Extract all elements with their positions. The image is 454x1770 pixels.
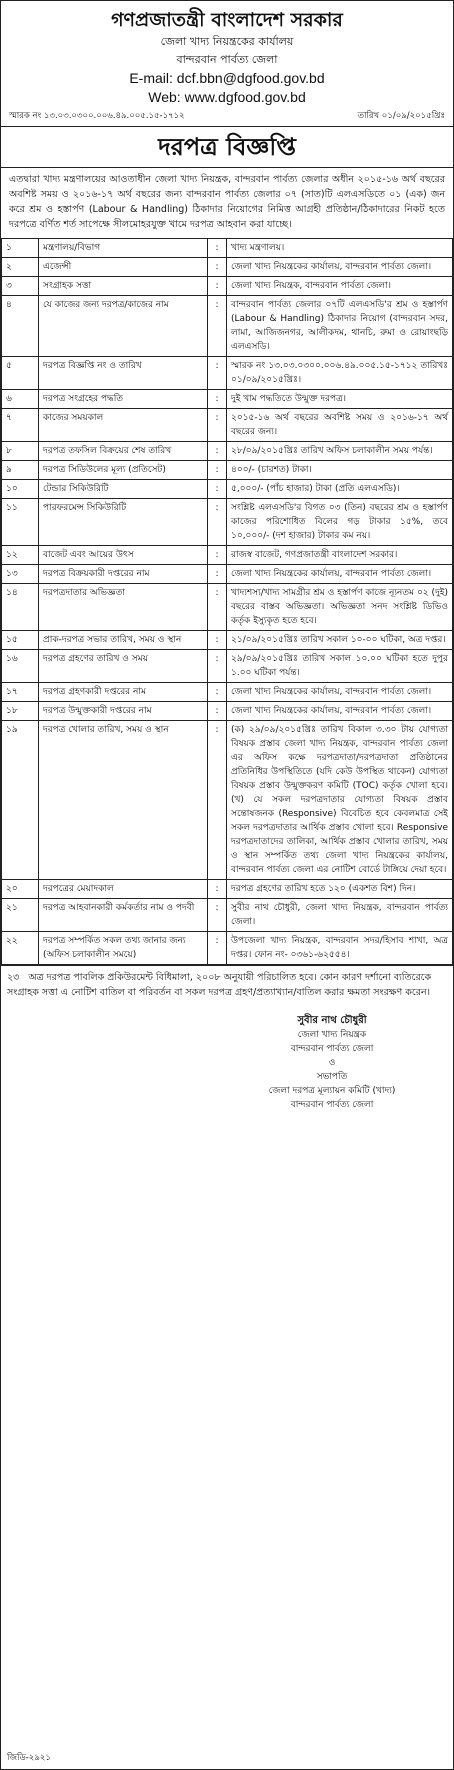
item-label: সংগ্রাহক সত্তা: [39, 277, 208, 296]
item-value: বান্দরবান পার্বত্য জেলার ০৭টি এলএসডি'র শ্রম ও হস্তার্পণ (Labour & Handling) ঠিকাদার নিয়োগ (বান্দরবান সদর, লামা, আজিজনগর, আলীকদম, থানচি, রুমা ও রোয়াংছড়ি এলএসডি।: [227, 296, 453, 357]
item-colon: :: [208, 702, 227, 721]
item-colon: :: [208, 683, 227, 702]
item-value: জেলা খাদ্য নিয়ন্ত্রকের কার্যালয়, বান্দরবান পার্বত্য জেলা।: [227, 565, 453, 584]
memo-line: [1, 107, 453, 127]
item-label: প্রাক-দরপত্র সভার তারিখ, সময় ও স্থান: [39, 631, 208, 650]
table-row: [2, 932, 453, 965]
table-row: [2, 258, 453, 277]
item-number: ৮: [2, 442, 39, 461]
item-colon: :: [208, 546, 227, 565]
signatory-committee: জেলা দরপত্র মূল্যায়ন কমিটি (খাদ্য): [268, 1086, 396, 1096]
item-label: দরপত্র বিজ্ঞপ্তি নং ও তারিখ: [39, 357, 208, 390]
table-row: [2, 631, 453, 650]
item-value: (ক) ২৯/০৯/২০১৫খ্রিঃ তারিখ বিকাল ৩.৩০ টায় যোগ্যতা বিষয়ক প্রস্তাব জেলা খাদ্য নিয়ন্ত্রক, বান্দরবান পার্বত্য জেলা এর অফিস কক্ষে দরপত্রদাতা/দরপত্রদাতা প্রতিষ্ঠানের প্রতিনিধির উপস্থিতিতে (যদি কেউ উপস্থিত থাকেন) যোগ্যতা বিষয়ক প্রস্তাব উন্মুক্তকরণ কমিটি (TOC) কর্তৃক খোলা হবে। (খ) যে সকল দরপত্রদাতার যোগ্যতা বিষয়ক প্রস্তাব সন্তোষজনক (Responsive) বিবেচিত হবে কেবলমাত্র সেই সকল দরপত্রদাতার আর্থিক প্রস্তাব খোলা হবে। Responsive দরপত্রদাতাদের তালিকা, আর্থিক প্রস্তাব খোলার তারিখ, সময় ও স্থান সম্পর্কিত তথ্য জেলা খাদ্য নিয়ন্ত্রকের কার্যালয়, বান্দরবান পার্বত্য জেলা এর নোটিশ বোর্ডে টাঙ্গিয়ে দেয়া হবে।: [227, 721, 453, 880]
item-number: ১৯: [2, 721, 39, 880]
item-number: ৩: [2, 277, 39, 296]
table-row: [2, 239, 453, 258]
table-row: [2, 296, 453, 357]
item-number: ৫: [2, 357, 39, 390]
table-row: [2, 899, 453, 932]
item-colon: :: [208, 650, 227, 683]
item-label: দরপত্রদাতার অভিজ্ঞতা: [39, 584, 208, 631]
item-23-note: [1, 965, 453, 1004]
item-label: টেন্ডার সিকিউরিটি: [39, 480, 208, 499]
item-colon: :: [208, 721, 227, 880]
item-number: ৭: [2, 409, 39, 442]
signatory-title: জেলা খাদ্য নিয়ন্ত্রক: [297, 1030, 367, 1040]
item-colon: :: [208, 357, 227, 390]
item-value: রাজস্ব বাজেট, গণপ্রজাতন্ত্রী বাংলাদেশ সরকার।: [227, 546, 453, 565]
signatory-and: ও: [328, 1058, 336, 1068]
item-colon: :: [208, 258, 227, 277]
table-row: [2, 480, 453, 499]
table-row: [2, 357, 453, 390]
item-23-text: অত্র দরপত্র পাবলিক প্রকিউরমেন্ট বিধিমালা, ২০০৮ অনুযায়ী পরিচালিত হবে। কোন কারণ দর্শানো ব্যতিরেকে সংগ্রাহক সত্তা এ নোটিশ বাতিল বা পরিবর্তন বা সকল দরপত্র গ্রহণ/প্রত্যাখ্যান/বাতিল করার ক্ষমতা সংরক্ষণ করেন।: [7, 972, 432, 998]
item-number: ৪: [2, 296, 39, 357]
item-value: জেলা খাদ্য নিয়ন্ত্রকের কার্যালয়, বান্দরবান পার্বত্য জেলা।: [227, 258, 453, 277]
item-value: ৪০০/- (চারশত) টাকা।: [227, 461, 453, 480]
item-label: দরপত্র খোলার তারিখ, সময় ও স্থান: [39, 721, 208, 880]
notice-title: দরপত্র বিজ্ঞপ্তি: [1, 127, 453, 168]
table-row: [2, 409, 453, 442]
item-label: দরপত্র সম্পর্কিত সকল তথ্য জানার জন্য (অফিস চলাকালীন সময়ে): [39, 932, 208, 965]
item-number: ২২: [2, 932, 39, 965]
item-number: ১৪: [2, 584, 39, 631]
notice-header: [1, 1, 453, 107]
table-row: [2, 683, 453, 702]
item-number: ১৫: [2, 631, 39, 650]
table-row: [2, 650, 453, 683]
table-row: [2, 390, 453, 409]
item-label: দরপত্র গ্রহণকারী দপ্তরের নাম: [39, 683, 208, 702]
item-number: ১: [2, 239, 39, 258]
item-value: দুই খাম পদ্ধতিতে উন্মুক্ত দরপত্র।: [227, 390, 453, 409]
item-value: ২০১৫-১৬ অর্থ বছরের অবশিষ্ট সময় ও ২০১৬-১৭ অর্থ বছরের জন্য।: [227, 409, 453, 442]
table-row: [2, 546, 453, 565]
district-name: বান্দরবান পার্বত্য জেলা: [176, 53, 278, 66]
item-label: দরপত্র বিক্রয়কারী দপ্তরের নাম: [39, 565, 208, 584]
item-colon: :: [208, 390, 227, 409]
item-colon: :: [208, 461, 227, 480]
table-row: [2, 461, 453, 480]
signatory-district: বান্দরবান পার্বত্য জেলা: [290, 1044, 374, 1054]
item-label: দরপত্র আহবানকারী কর্মকর্তার নাম ও পদবী: [39, 899, 208, 932]
table-row: [2, 721, 453, 880]
signature-block: [211, 1004, 453, 1112]
item-colon: :: [208, 899, 227, 932]
signatory-role: সভাপতি: [316, 1072, 348, 1082]
item-value: দরপত্র গ্রহণের তারিখ হতে ১২০ (একশত বিশ) দিন।: [227, 880, 453, 899]
item-number: ১৭: [2, 683, 39, 702]
signatory-name: সুবীর নাথ চৌধুরী: [297, 1015, 367, 1026]
table-row: [2, 442, 453, 461]
item-label: দরপত্র সিডিউলের মূল্য (প্রতিসেট): [39, 461, 208, 480]
item-number: ৯: [2, 461, 39, 480]
memo-date: তারিখ ০১/০৯/২০১৫খ্রিঃ: [357, 111, 445, 121]
item-number: ১২: [2, 546, 39, 565]
office-name: জেলা খাদ্য নিয়ন্ত্রকের কার্যালয়: [160, 35, 294, 48]
item-value: খাদ্যশস্য/খাদ্য সামগ্রীর শ্রম ও হস্তার্পণ কাজে ন্যূনতম ০২ (দুই) বছরের বাস্তব অভিজ্ঞতা। অভিজ্ঞতা সনদ সংশ্লিষ্ট ডিভিও কর্তৃক ইস্যুকৃত হতে হবে।: [227, 584, 453, 631]
table-row: [2, 584, 453, 631]
email-line: E-mail: dcf.bbn@dgfood.gov.bd: [129, 70, 325, 86]
item-23-number: ২৩: [7, 972, 20, 983]
item-colon: :: [208, 480, 227, 499]
item-value: জেলা খাদ্য নিয়ন্ত্রকের কার্যালয়, বান্দরবান পার্বত্য জেলা।: [227, 702, 453, 721]
table-row: [2, 499, 453, 546]
memo-number: স্মারক নং ১৩.০৩.০৩০০.০০৬.৪৯.০০৫.১৫-১৭১২: [9, 111, 185, 121]
item-colon: :: [208, 442, 227, 461]
item-number: ২০: [2, 880, 39, 899]
item-number: ৬: [2, 390, 39, 409]
item-colon: :: [208, 880, 227, 899]
item-value: স্মারক নং ১৩.০৩.০৩০০.০০৬.৪৯.০০৫.১৫-১৭১২ তারিখঃ ০১/০৯/২০১৫খ্রিঃ।: [227, 357, 453, 390]
item-value: ২১/০৯/২০১৫খ্রিঃ তারিখ সকাল ১০-০০ ঘটিকা, অত্র দপ্তর।: [227, 631, 453, 650]
item-value: সংশ্লিষ্ট এলএসডি'র বিগত ০৩ (তিন) বছরের শ্রম ও হস্তার্পণ কাজের পরিশোধিত বিলের গড় টাকার ১৫%, তবে ১০,০০০/- (দশ হাজার) টাকার কম নয়।: [227, 499, 453, 546]
item-value: ২৯/০৯/২০১৫খ্রিঃ তারিখ সকাল ১০.০০ ঘটিকা হতে দুপুর ১.০০ ঘটিকা পর্যন্ত।: [227, 650, 453, 683]
item-colon: :: [208, 499, 227, 546]
item-colon: :: [208, 239, 227, 258]
item-label: দরপত্র গ্রহণের তারিখ ও সময়: [39, 650, 208, 683]
item-label: মন্ত্রণালয়/বিভাগ: [39, 239, 208, 258]
item-label: এজেন্সী: [39, 258, 208, 277]
item-label: যে কাজের জন্য দরপত্র/কাজের নাম: [39, 296, 208, 357]
item-number: ১১: [2, 499, 39, 546]
gd-code: জিডি-২৯২১: [7, 1753, 51, 1763]
table-row: [2, 277, 453, 296]
item-value: ৫,০০০/- (পাঁচ হাজার) টাকা (প্রতি এলএসডি)।: [227, 480, 453, 499]
tender-details-table: [1, 238, 453, 965]
item-number: ১৬: [2, 650, 39, 683]
item-number: ২: [2, 258, 39, 277]
table-row: [2, 880, 453, 899]
item-value: জেলা খাদ্য নিয়ন্ত্রকের কার্যালয়, বান্দরবান পার্বত্য জেলা।: [227, 683, 453, 702]
item-label: বাজেট এবং আয়ের উৎস: [39, 546, 208, 565]
web-line: Web: www.dgfood.gov.bd: [148, 89, 306, 105]
table-row: [2, 702, 453, 721]
item-value: জেলা খাদ্য নিয়ন্ত্রক, বান্দরবান পার্বত্য জেলা।: [227, 277, 453, 296]
item-colon: :: [208, 565, 227, 584]
item-label: পারফরমেন্স সিকিউরিটি: [39, 499, 208, 546]
item-colon: :: [208, 631, 227, 650]
intro-paragraph: এতদ্বারা খাদ্য মন্ত্রণালয়ের আওতাধীন জেলা খাদ্য নিয়ন্ত্রক, বান্দরবান পার্বত্য জেলার অধীন ২০১৫-১৬ অর্থ বছরের অবশিষ্ট সময় ও ২০১৬-১৭ অর্থ বছরের জন্য বান্দরবান পার্বত্য জেলার ০৭ (সাত)টি এলএসডিতে ০১ (এক) জন করে শ্রম ও হস্তার্পণ (Labour & Handling) ঠিকাদার নিয়োগের নিমিত্ত আগ্রহী প্রতিষ্ঠান/ঠিকাদারের নিকট হতে দরপত্রে বর্ণিত শর্ত সাপেক্ষে সীলমোহরযুক্ত খামে দরপত্র আহবান করা যাচ্ছে।: [9, 174, 445, 230]
item-label: দরপত্র উন্মুক্তকারী দপ্তরের নাম: [39, 702, 208, 721]
item-number: ১৩: [2, 565, 39, 584]
item-label: কাজের সময়কাল: [39, 409, 208, 442]
item-value: সুবীর নাথ চৌধুরী, জেলা খাদ্য নিয়ন্ত্রক, বান্দরবান পার্বত্য জেলা।: [227, 899, 453, 932]
item-number: ১৮: [2, 702, 39, 721]
item-value: খাদ্য মন্ত্রণালয়।: [227, 239, 453, 258]
item-colon: :: [208, 277, 227, 296]
item-value: ২৮/০৯/২০১৫খ্রিঃ তারিখ অফিস চলাকালীন সময় পর্যন্ত।: [227, 442, 453, 461]
item-colon: :: [208, 296, 227, 357]
item-label: দরপত্র তফসিল বিক্রয়ের শেষ তারিখ: [39, 442, 208, 461]
item-number: ১০: [2, 480, 39, 499]
item-colon: :: [208, 584, 227, 631]
item-label: দরপত্রের মেয়াদকাল: [39, 880, 208, 899]
table-row: [2, 565, 453, 584]
government-title: গণপ্রজাতন্ত্রী বাংলাদেশ সরকার: [111, 9, 343, 31]
item-value: উপজেলা খাদ্য নিয়ন্ত্রক, বান্দরবান সদর/হিসাব শাখা, অত্র দপ্তর। ফোন নং- ০৩৬১-৬২৫৫৪।: [227, 932, 453, 965]
signatory-committee-district: বান্দরবান পার্বত্য জেলা: [290, 1100, 374, 1110]
item-label: দরপত্র সংগ্রহের পদ্ধতি: [39, 390, 208, 409]
item-colon: :: [208, 932, 227, 965]
item-colon: :: [208, 409, 227, 442]
item-number: ২১: [2, 899, 39, 932]
